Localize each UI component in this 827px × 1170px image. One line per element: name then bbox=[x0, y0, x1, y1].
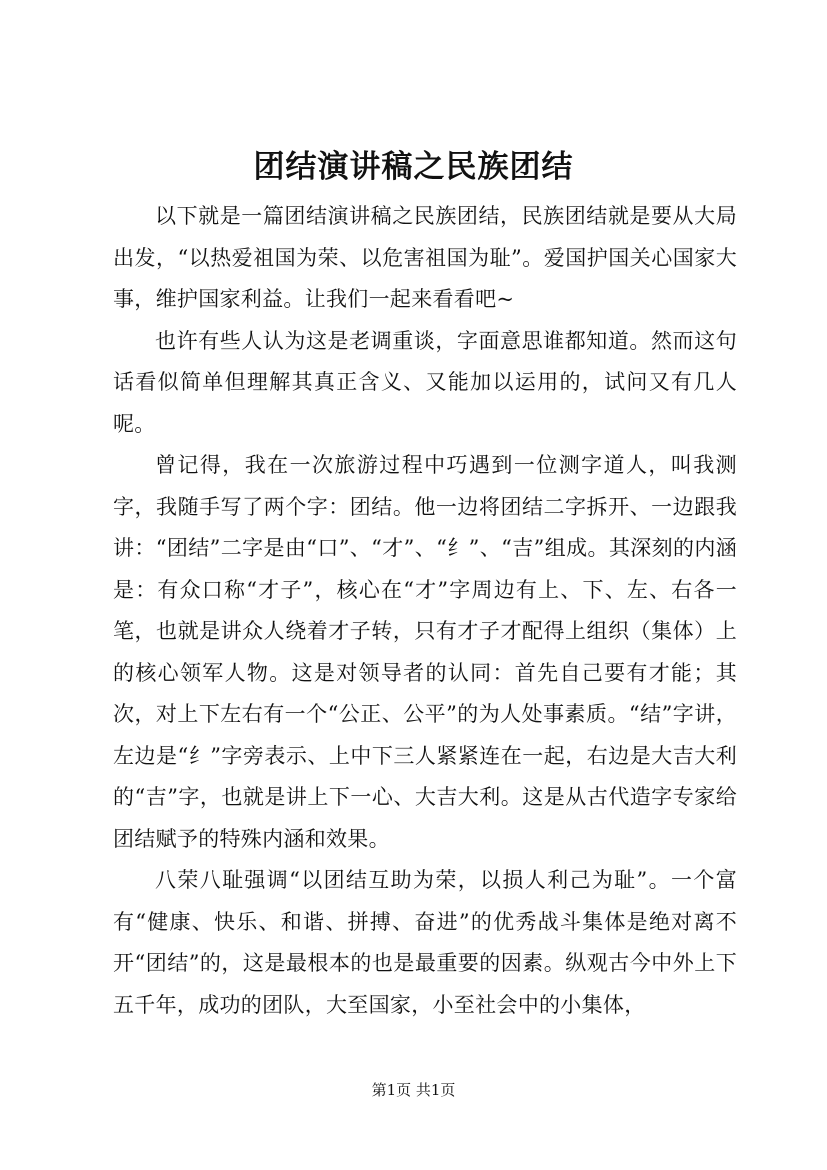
document-title: 团结演讲稿之民族团结 bbox=[253, 149, 574, 185]
paragraph-4: 八荣八耻强调“以团结互助为荣，以损人利己为耻”。一个富有“健康、快乐、和谐、拼搏、奋进”的优秀战斗集体是绝对离不开“团结”的，这是最根本的也是最重要的因素。纵观古今中外上下五千年，成功的团队，大至国家，小至社会中的小集体， bbox=[113, 868, 737, 1017]
paragraph-2: 也许有些人认为这是老调重谈，字面意思谁都知道。然而这句话看似简单但理解其真正含义、又能加以运用的，试问又有几人呢。 bbox=[113, 328, 737, 436]
paragraph-3: 曾记得，我在一次旅游过程中巧遇到一位测字道人，叫我测字，我随手写了两个字：团结。他一边将团结二字拆开、一边跟我讲：“团结”二字是由“口”、“才”、“纟”、“吉”组成。其深刻的内涵是：有众口称“才子”，核心在“才”字周边有上、下、左、右各一笔，也就是讲众人绕着才子转，只有才子才配得上组织（集体）上的核心领军人物。这是对领导者的认同：首先自己要有才能；其次，对上下左右有一个“公正、公平”的为人处事素质。“结”字讲，左边是“纟”字旁表示、上中下三人紧紧连在一起，右边是大吉大利的“吉”字，也就是讲上下一心、大吉大利。这是从古代造字专家给团结赋予的特殊内涵和效果。 bbox=[113, 453, 737, 851]
paragraph-1: 以下就是一篇团结演讲稿之民族团结，民族团结就是要从大局出发，“以热爱祖国为荣、以危害祖国为耻”。爱国护国关心国家大事，维护国家利益。让我们一起来看看吧~ bbox=[113, 204, 737, 311]
page-number-footer: 第1页 共1页 bbox=[371, 1081, 456, 1099]
document-body bbox=[113, 196, 737, 1026]
